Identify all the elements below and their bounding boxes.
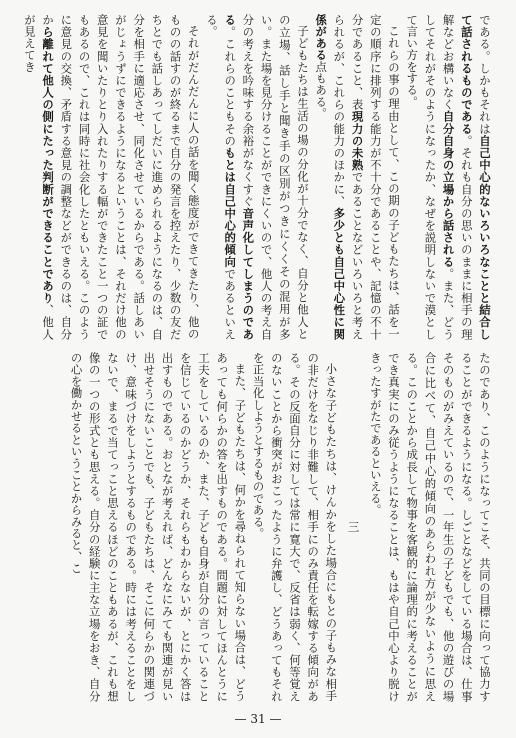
text-run: 。これらのこともその [223, 26, 238, 147]
text-run: 。また、どうしてそれがそのようになったか、なぜを説明しないで漠として言い方をする。 [405, 14, 456, 340]
section-number: 三 [346, 521, 361, 533]
text-run: であるといえる。 [204, 14, 238, 340]
emphasis-text: 自分自身の立場から話される [441, 110, 456, 268]
text-run: それがだんだんに人の話を聞く態度ができてきたり、他のものの話すのが終るまで自分の発言を控えたり、少数の友だちとでも話しあってしだいに進められるようになるのは、自分を相手に適応させ、同化させているからである。話しあいがじょうずにできるようになるということは、それだけ他の意見を聞いたりとり入れたりする幅ができたこと一つの証でもあるので、これは同時に社会化したともいえる。このように意見の交換、矛盾する意見の調整などができるのは、自分か [41, 14, 201, 340]
text-run: 点もある。 [314, 60, 329, 120]
emphasis-text: 自己中心的ないろいろなことと結合して話されるものである [459, 14, 492, 340]
emphasis-text: 音声化してしまうのである [223, 14, 256, 340]
paragraph: また、子どもたちは、何かを尋ねられて知らない場合は、どうあっても何らかの答を出すものである。問題に対してほんとうに工夫をしているのか、また、子ども自身が自分の言っていることを信じているのかどうか、それらもわからないが、とにかく答は出すものである。おとなが考えれば、どんなにみても関連が見い出せそうにないことでも、子どもたちは、そこに何らかの関連づけ、意味づけをしようとするものである。時には考えることをしないで、まるで当てっこと思えるほどのこともあるが、これも想像の一つの形式とも思える。自分の経験に主な立場をおき、自分の心を働かせるということからみると、こ [69, 352, 248, 702]
text-run: であることなどいろいろと考えられるが、これらの能力のほかに、 [332, 14, 365, 340]
paragraph: 小さな子どもたちは、けんかをした場合にもとの子もみな相手の非だけをなじり非難して、相手にのみ責任を転嫁する傾向がある。その反面自分に対しては常に寛大で、反省は弱く、何等覚えのないことから衝突がおこったように弁護し、どうあってもそれを正当化しようとするものである。 [251, 352, 339, 702]
paragraph [203, 14, 312, 340]
lower-text-block [18, 352, 494, 702]
paragraph: たのであり、このようになってこそ、共同の目標に向って協力することができるようになる。しごとなどをしている場合は、仕事そのものがみえているので、一年生の子どもでも、他の遊びの場合に比べて、自己中心的傾向のあらわれ方が少ないように思える。このことから成長して物事を客観的に論理的に考えることができ真実にのみ従うようになることは、もはや自己中心より脱けきったすがたであるといえる。 [368, 352, 492, 702]
paragraph [403, 14, 494, 340]
upper-text-block [18, 14, 494, 340]
text-run: 子どもたちは生活の場の分化が十分でなく、自分と他人との立場、話し手と聞き手の区別がつきにくくその混用が多い。また場を見分けることができにくいので、他人の考え自分の考えを吟味する余裕がなくすぐ [241, 14, 310, 340]
page-number: — 31 — [234, 712, 282, 726]
emphasis-text: ら離れて他人の側にたった判断ができることであり [41, 26, 56, 305]
text-run: これらの事の理由として、この期の子どもたちは、話を一定の順序に排列する能力が不十分であることや、記憶の不十分であること、表 [350, 14, 401, 340]
emphasis-text: 現力の未熟 [350, 110, 365, 172]
text-run: である。しかもそれは [478, 14, 492, 135]
text-run: 、他人が見えてき [22, 14, 56, 340]
paragraph [21, 14, 203, 340]
text-run: 。それも自分の思いのままに相手の理解などお構いなく [441, 14, 474, 340]
paragraph [312, 14, 403, 340]
emphasis-text: 多少とも自己中心性に関係がある [314, 14, 347, 340]
emphasis-text: もとは自己中心的傾向 [223, 146, 238, 268]
